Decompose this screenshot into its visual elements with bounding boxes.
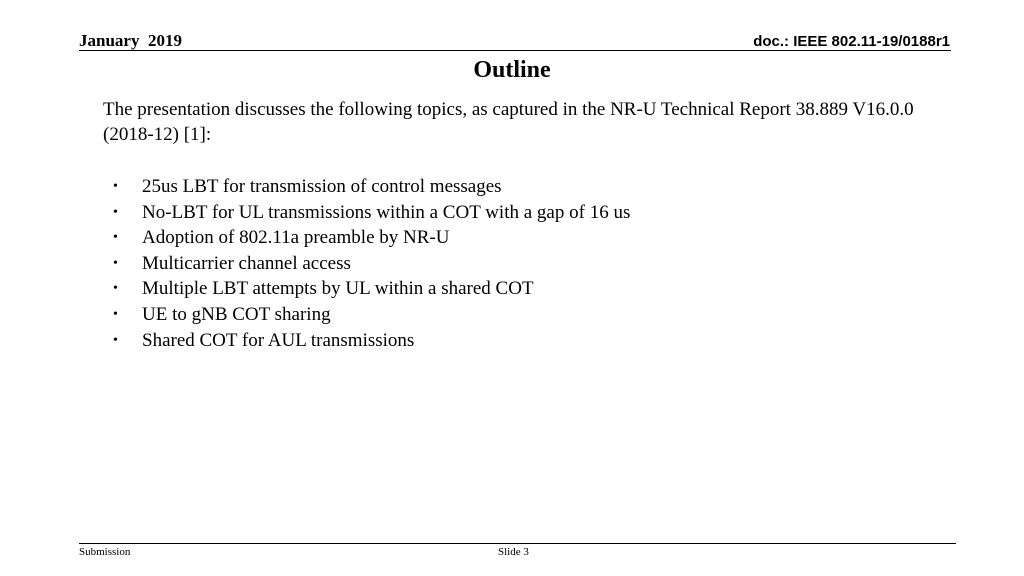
intro-paragraph: The presentation discusses the following topics, as captured in the NR-U Technical Report 38.889 V16.0.0 (2018-12) [1]: [103,99,914,145]
bullet-icon: • [113,255,118,271]
list-item [113,225,630,251]
bullet-icon: • [113,281,118,297]
list-item [113,200,630,226]
footer-divider [79,543,956,544]
list-item-text: Multicarrier channel access [142,252,351,274]
topic-list [113,174,630,353]
list-item-text: UE to gNB COT sharing [142,303,331,325]
bullet-icon: • [113,332,118,348]
list-item [113,251,630,277]
bullet-icon: • [113,306,118,322]
bullet-icon: • [113,179,118,194]
list-item-text: Adoption of 802.11a preamble by NR-U [142,227,450,249]
list-item [113,302,630,328]
list-item [113,276,630,302]
footer-slide-number: Slide 3 [498,546,529,558]
header-date: January 2019 [79,31,182,50]
header-divider [79,50,951,51]
footer-submission: Submission [79,546,131,558]
header-doc-id: doc.: IEEE 802.11-19/0188r1 [753,33,950,50]
list-item-text: 25us LBT for transmission of control messages [142,176,502,197]
list-item-text: Multiple LBT attempts by UL within a shared COT [142,278,534,300]
slide-title: Outline [473,57,551,83]
list-item-text: Shared COT for AUL transmissions [142,329,415,351]
bullet-icon: • [113,204,118,220]
bullet-icon: • [113,230,118,246]
list-item [113,174,630,200]
list-item-text: No-LBT for UL transmissions within a COT with a gap of 16 us [142,201,631,223]
list-item [113,328,630,354]
